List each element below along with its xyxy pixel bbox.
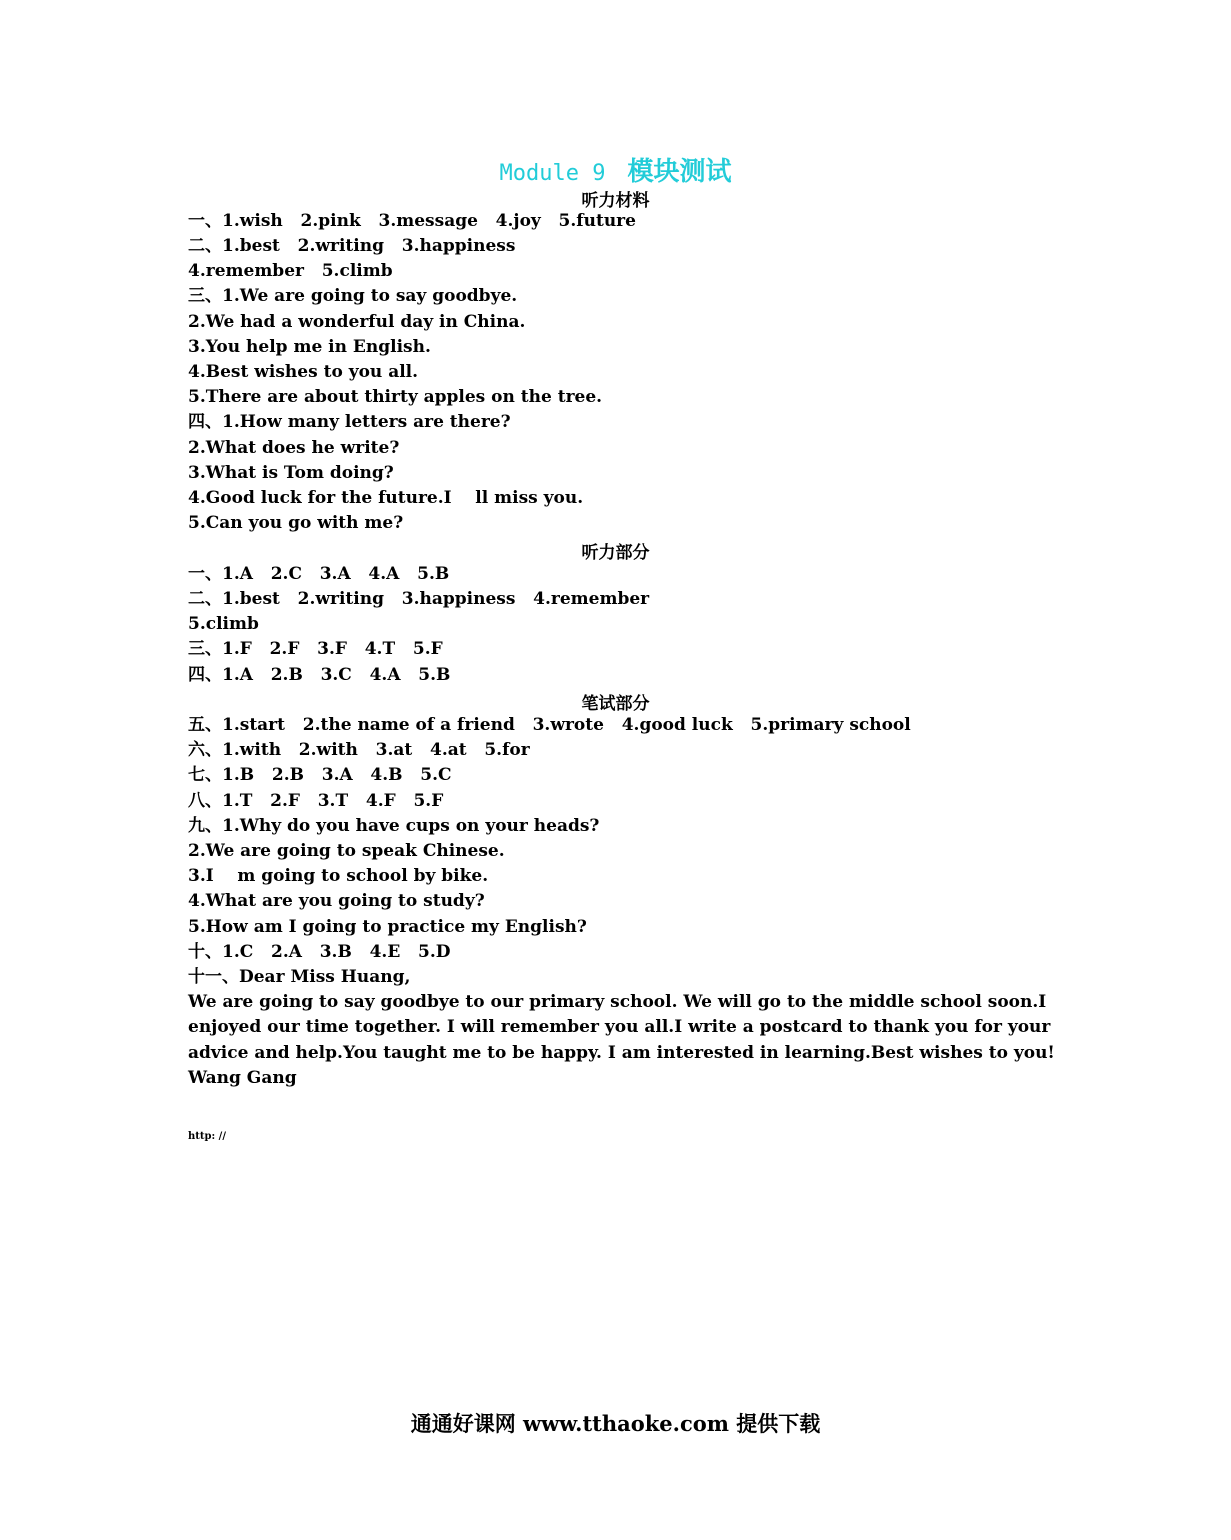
answer-line: 六、1.with 2.with 3.at 4.at 5.for bbox=[188, 740, 530, 760]
heading-listening-material: 听力材料 bbox=[581, 191, 650, 211]
letter-line: enjoyed our time together. I will remember you all.I write a postcard to thank you for your bbox=[188, 1017, 1051, 1037]
answer-line: 二、1.best 2.writing 3.happiness bbox=[188, 236, 516, 256]
answer-line: 5.There are about thirty apples on the tree. bbox=[188, 387, 603, 407]
answer-line: 4.What are you going to study? bbox=[188, 891, 485, 911]
page-title bbox=[0, 151, 1231, 188]
answer-line: 三、1.We are going to say goodbye. bbox=[188, 286, 518, 306]
letter-line: advice and help.You taught me to be happy. I am interested in learning.Best wishes to you! bbox=[188, 1043, 1055, 1063]
answer-line: 三、1.F 2.F 3.F 4.T 5.F bbox=[188, 639, 443, 659]
answer-line: 5.How am I going to practice my English? bbox=[188, 917, 587, 937]
heading-written-part: 笔试部分 bbox=[581, 694, 650, 714]
answer-line: 二、1.best 2.writing 3.happiness 4.remember bbox=[188, 589, 650, 609]
answer-line: 八、1.T 2.F 3.T 4.F 5.F bbox=[188, 791, 444, 811]
answer-line: 4.Best wishes to you all. bbox=[188, 362, 419, 382]
answer-line: 十一、Dear Miss Huang, bbox=[188, 967, 411, 987]
heading-listening-part: 听力部分 bbox=[581, 543, 650, 563]
answer-line: 五、1.start 2.the name of a friend 3.wrote 4.good luck 5.primary school bbox=[188, 715, 911, 735]
answer-line: 4.Good luck for the future.I ll miss you. bbox=[188, 488, 584, 508]
answer-line: 4.remember 5.climb bbox=[188, 261, 393, 281]
answer-line: 2.We had a wonderful day in China. bbox=[188, 312, 526, 332]
answer-line: 一、1.A 2.C 3.A 4.A 5.B bbox=[188, 564, 450, 584]
answer-line: 七、1.B 2.B 3.A 4.B 5.C bbox=[188, 765, 452, 785]
answer-line: 2.What does he write? bbox=[188, 438, 400, 458]
answer-line: 一、1.wish 2.pink 3.message 4.joy 5.future bbox=[188, 211, 636, 231]
answer-line: 5.climb bbox=[188, 614, 259, 634]
answer-line: 九、1.Why do you have cups on your heads? bbox=[188, 816, 600, 836]
answer-line: 四、1.A 2.B 3.C 4.A 5.B bbox=[188, 665, 451, 685]
answer-line: 2.We are going to speak Chinese. bbox=[188, 841, 505, 861]
url-fragment: http: // bbox=[188, 1131, 226, 1142]
answer-line: 3.I m going to school by bike. bbox=[188, 866, 489, 886]
letter-line: We are going to say goodbye to our primary school. We will go to the middle school soon.I bbox=[188, 992, 1047, 1012]
letter-signature: Wang Gang bbox=[188, 1068, 297, 1088]
answer-line: 四、1.How many letters are there? bbox=[188, 412, 511, 432]
answer-line: 3.What is Tom doing? bbox=[188, 463, 394, 483]
title-test: 模块测试 bbox=[627, 157, 732, 187]
footer-download-note: 通通好课网 www.tthaoke.com 提供下载 bbox=[410, 1411, 821, 1436]
answer-line: 十、1.C 2.A 3.B 4.E 5.D bbox=[188, 942, 451, 962]
answer-line: 3.You help me in English. bbox=[188, 337, 431, 357]
title-module: Module 9 bbox=[499, 161, 606, 186]
answer-line: 5.Can you go with me? bbox=[188, 513, 404, 533]
